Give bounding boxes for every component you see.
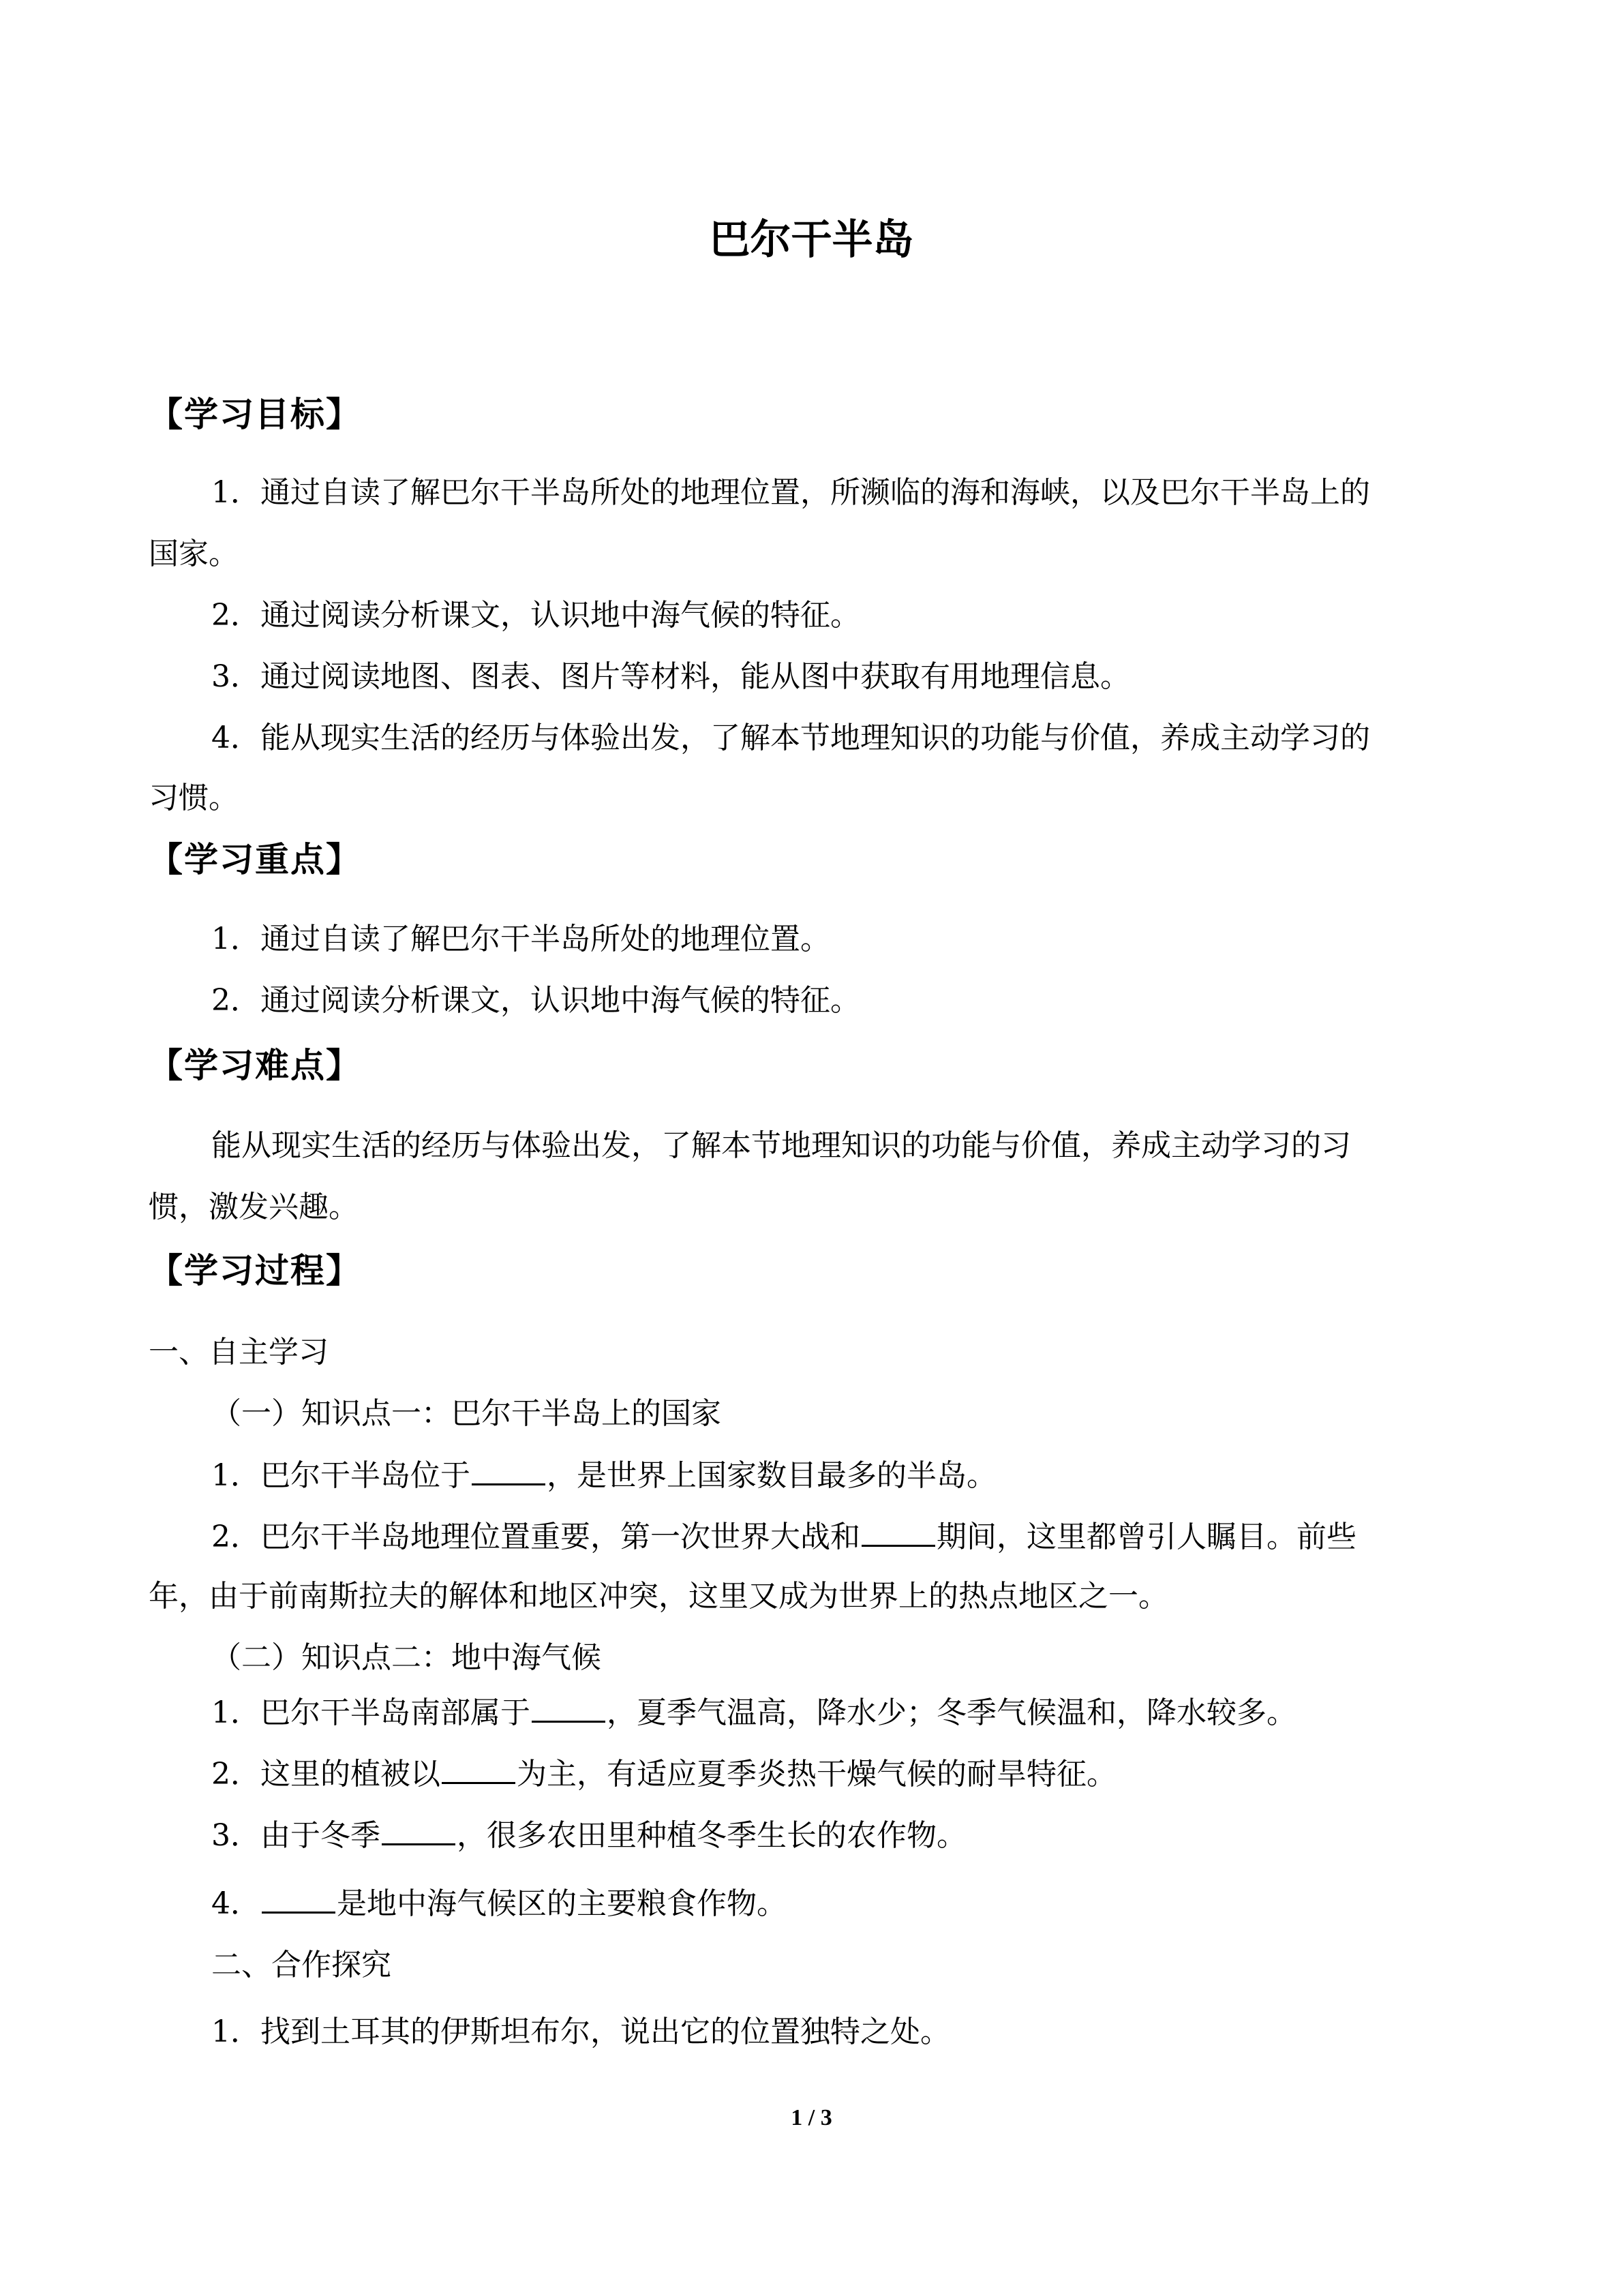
question-text: 1．巴尔干半岛南部属于 [211, 1695, 530, 1730]
knowledge-point-one: （一）知识点一：巴尔干半岛上的国家 [211, 1396, 721, 1431]
key-point-item: 2．通过阅读分析课文，认识地中海气候的特征。 [211, 983, 860, 1018]
answer-blank[interactable] [532, 1693, 605, 1723]
objective-item: 国家。 [149, 537, 239, 571]
objective-item: 1．通过自读了解巴尔干半岛所处的地理位置，所濒临的海和海峡，以及巴尔干半岛上的 [211, 475, 1370, 510]
question-text: 1．巴尔干半岛位于 [211, 1458, 470, 1493]
question-line [211, 1755, 1117, 1794]
part-two-label: 二、合作探究 [211, 1948, 391, 1982]
answer-blank[interactable] [262, 1884, 335, 1914]
question-text: 是地中海气候区的主要粮食作物。 [337, 1886, 787, 1921]
question-text: ，夏季气温高，降水少；冬季气候温和，降水较多。 [607, 1695, 1296, 1730]
objective-item: 习惯。 [149, 781, 239, 815]
question-line [211, 1456, 997, 1495]
question-continuation: 年，由于前南斯拉夫的解体和地区冲突，这里又成为世界上的热点地区之一。 [149, 1579, 1168, 1614]
question-text: 4． [211, 1886, 260, 1921]
page-title: 巴尔干半岛 [709, 216, 914, 264]
question-text: 为主，有适应夏季炎热干燥气候的耐旱特征。 [517, 1757, 1117, 1792]
question-text: 3．由于冬季 [211, 1818, 380, 1853]
question-text: ，很多农田里种植冬季生长的农作物。 [457, 1818, 967, 1853]
answer-blank[interactable] [472, 1456, 545, 1485]
answer-blank[interactable] [862, 1517, 935, 1547]
question-line [211, 1517, 1356, 1556]
objective-item: 3．通过阅读地图、图表、图片等材料，能从图中获取有用地理信息。 [211, 659, 1130, 694]
key-point-item: 1．通过自读了解巴尔干半岛所处的地理位置。 [211, 922, 830, 956]
objectives-heading: 【学习目标】 [149, 395, 361, 434]
part-one-label: 一、自主学习 [149, 1335, 329, 1370]
question-line [211, 1884, 787, 1923]
answer-blank[interactable] [442, 1755, 515, 1784]
question-text: 2．巴尔干半岛地理位置重要，第一次世界大战和 [211, 1520, 860, 1554]
question-text: 期间，这里都曾引人瞩目。前些 [937, 1520, 1356, 1554]
difficulty-item: 能从现实生活的经历与体验出发，了解本节地理知识的功能与价值，养成主动学习的习 [211, 1128, 1351, 1163]
cooperation-question: 1．找到土耳其的伊斯坦布尔，说出它的位置独特之处。 [211, 2014, 950, 2049]
objective-item: 4．能从现实生活的经历与体验出发，了解本节地理知识的功能与价值，养成主动学习的 [211, 721, 1370, 755]
key-points-heading: 【学习重点】 [149, 840, 361, 879]
knowledge-point-two: （二）知识点二：地中海气候 [211, 1640, 601, 1675]
question-text: 2．这里的植被以 [211, 1757, 440, 1792]
question-text: ，是世界上国家数目最多的半岛。 [547, 1458, 997, 1493]
difficulties-heading: 【学习难点】 [149, 1046, 361, 1085]
answer-blank[interactable] [382, 1816, 455, 1845]
process-heading: 【学习过程】 [149, 1251, 361, 1290]
question-line [211, 1693, 1296, 1732]
difficulty-item: 惯，激发兴趣。 [149, 1190, 359, 1224]
page-number: 1 / 3 [791, 2105, 832, 2130]
question-line [211, 1816, 967, 1855]
objective-item: 2．通过阅读分析课文，认识地中海气候的特征。 [211, 598, 860, 633]
